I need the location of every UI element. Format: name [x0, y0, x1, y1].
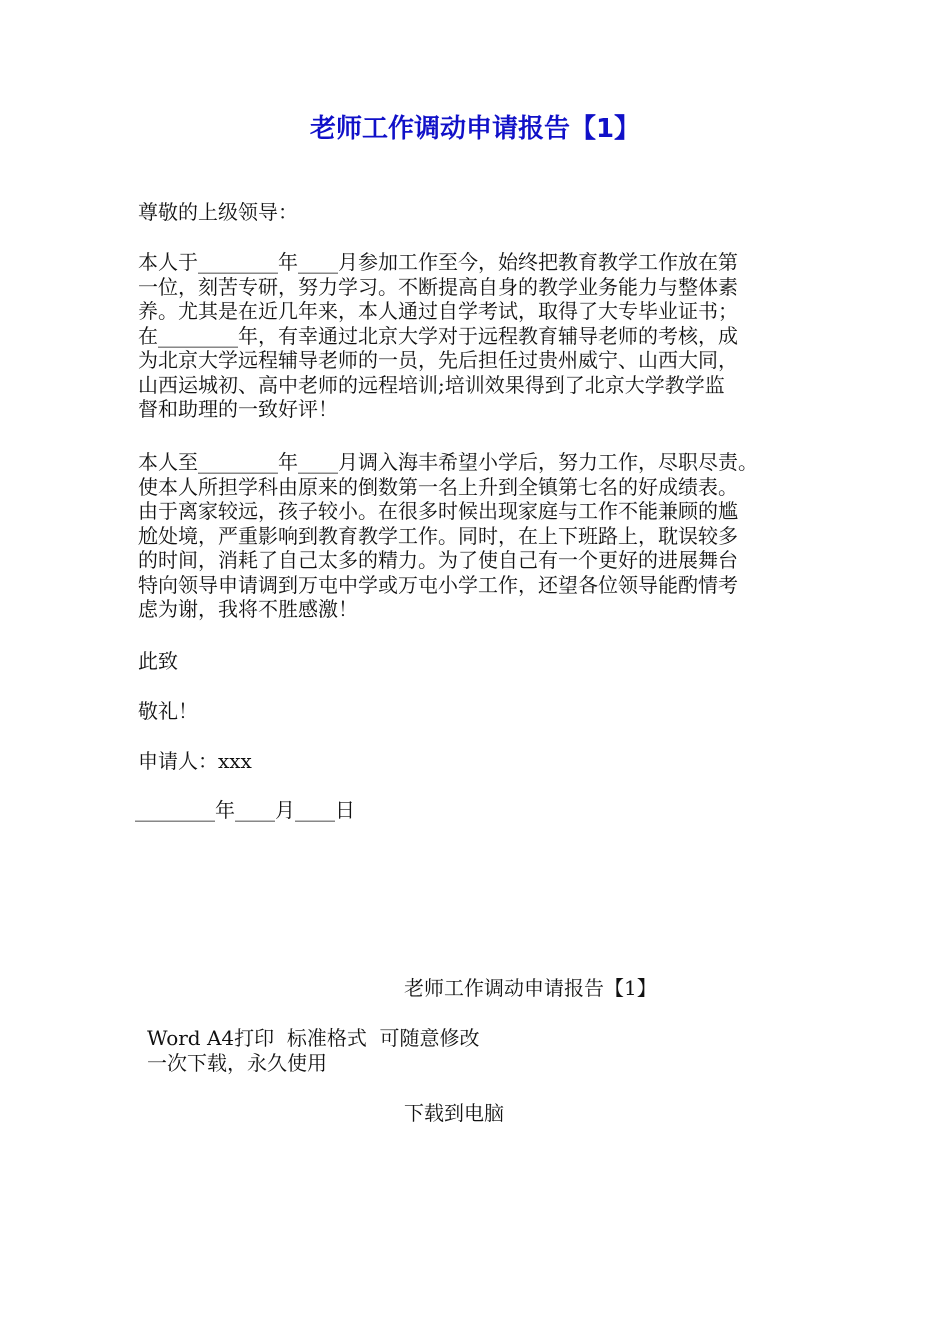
paragraph-2: 本人至________年____月调入海丰希望小学后，努力工作，尽职尽责。 使本人所担学科由原来的倒数第一名上升到全镇第七名的好成绩表。 由于离家较远，孩子较小。在很多时候出现家庭与工作不能兼顾的尴 尬处境，严重影响到教育教学工作。同时，在上下班路上，耽误较多 的时间，消耗了自己太多的精力。为了使自己有一个更好的进展舞台 特向领导申请调到万屯中学或万屯小学工作，还望各位领导能酌情考 虑为谢，我将不胜感激！	[138, 450, 758, 621]
date-line: ________年____月____日	[135, 798, 355, 822]
salutation: 尊敬的上级领导：	[138, 200, 298, 224]
document-title: 老师工作调动申请报告【1】	[309, 114, 641, 144]
download-to-computer-link[interactable]: 下载到电脑	[404, 1101, 504, 1125]
footer-info-line-2: 一次下载，永久使用	[147, 1051, 327, 1075]
footer-title: 老师工作调动申请报告【1】	[404, 976, 657, 1000]
closing-line-1: 此致	[138, 649, 178, 673]
signer-line: 申请人：xxx	[138, 749, 252, 773]
closing-line-2: 敬礼！	[138, 699, 198, 723]
footer-info-line-1: Word A4打印 标准格式 可随意修改	[147, 1026, 480, 1050]
paragraph-1: 本人于________年____月参加工作至今，始终把教育教学工作放在第 一位，刻苦专研，努力学习。不断提高自身的教学业务能力与整体素 养。尤其是在近几年来，本人通过自学考试，取得了大专毕业证书； 在________年，有幸通过北京大学对于远程教育辅导老师的考核，成 为北京大学远程辅导老师的一员，先后担任过贵州威宁、山西大同， 山西运城初、高中老师的远程培训;培训效果得到了北京大学教学监 督和助理的一致好评！	[138, 250, 738, 421]
